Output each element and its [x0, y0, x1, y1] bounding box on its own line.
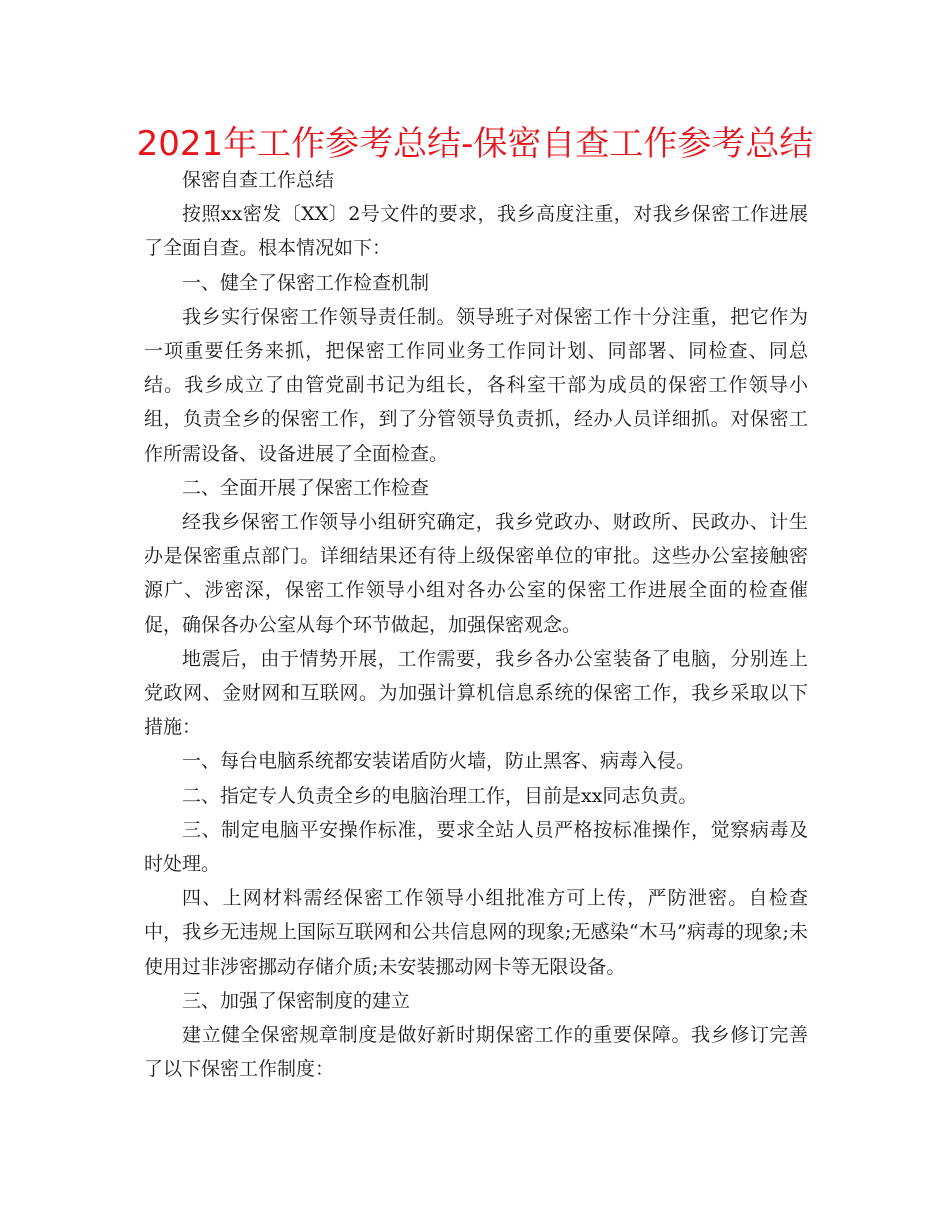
paragraph: 按照xx密发〔XX〕2号文件的要求，我乡高度注重，对我乡保密工作进展了全面自查。根本情况如下： — [144, 203, 808, 260]
section-heading: 二、全面开展了保密工作检查 — [182, 476, 430, 499]
paragraph: 建立健全保密规章制度是做好新时期保密工作的重要保障。我乡修订完善了以下保密工作制度： — [144, 1024, 808, 1081]
paragraph: 经我乡保密工作领导小组研究确定，我乡党政办、财政所、民政办、计生办是保密重点部门。详细结果还有待上级保密单位的审批。这些办公室接触密源广、涉密深，保密工作领导小组对各办公室的保密工作进展全面的检查催促，确保各办公室从每个环节做起，加强保密观念。 — [144, 511, 808, 636]
document-body — [144, 163, 808, 1086]
list-item: 三、制定电脑平安操作标准，要求全站人员严格按标准操作，觉察病毒及时处理。 — [144, 818, 808, 876]
section-heading: 一、健全了保密工作检查机制 — [182, 271, 430, 294]
paragraph: 我乡实行保密工作领导责任制。领导班子对保密工作十分注重，把它作为一项重要任务来抓，把保密工作同业务工作同计划、同部署、同检查、同总结。我乡成立了由管党副书记为组长，各科室干部为成员的保密工作领导小组，负责全乡的保密工作，到了分管领导负责抓，经办人员详细抓。对保密工作所需设备、设备进展了全面检查。 — [144, 305, 808, 465]
list-item: 一、每台电脑系统都安装诺盾防火墙，防止黑客、病毒入侵。 — [182, 750, 696, 773]
paragraph-subtitle: 保密自查工作总结 — [182, 169, 335, 191]
paragraph: 地震后，由于情势开展，工作需要，我乡各办公室装备了电脑，分别连上党政网、金财网和互联网。为加强计算机信息系统的保密工作，我乡采取以下措施： — [144, 647, 808, 739]
list-item: 二、指定专人负责全乡的电脑治理工作，目前是xx同志负责。 — [182, 784, 698, 807]
list-item: 四、上网材料需经保密工作领导小组批准方可上传，严防泄密。自检查中，我乡无违规上国际互联网和公共信息网的现象;无感染“木马”病毒的现象;未使用过非涉密挪动存储介质;未安装挪动网卡等无限设备。 — [144, 887, 808, 978]
section-heading: 三、加强了保密制度的建立 — [182, 989, 411, 1012]
document-title: 2021年工作参考总结-保密自查工作参考总结 — [136, 124, 814, 164]
